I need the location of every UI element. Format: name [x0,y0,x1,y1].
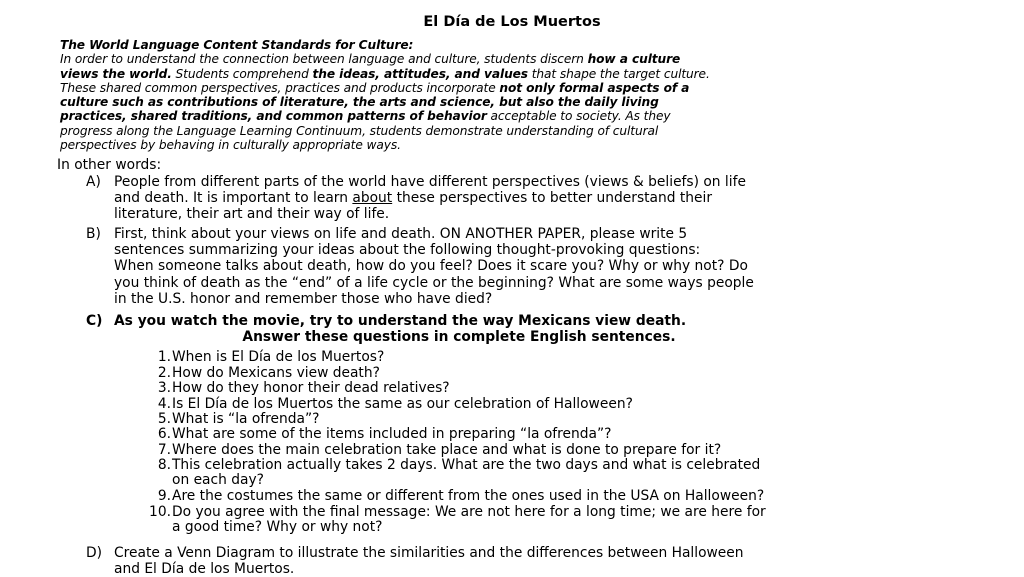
item-label: B) [86,226,101,242]
standards-line: perspectives by behaving in culturally appropriate ways. [60,138,401,153]
standards-line: In order to understand the connection between language and culture, students discern how a culture [60,52,681,67]
item-label: C) [86,313,103,329]
standards-line: practices, shared traditions, and common patterns of behavior acceptable to society. As they [60,109,671,124]
item-text: People from different parts of the world have different perspectives (views & beliefs) on life and death. It is important to learn about these perspectives to better understand their literature, their art and their way of life. [114,174,746,223]
item-label: A) [86,174,101,190]
standards-line: culture such as contributions of literature, the arts and science, but also the daily living [60,95,659,110]
item-text: As you watch the movie, try to understand the way Mexicans view death. Answer these questions in complete English sentences. [114,313,687,346]
document-page: El Día de Los Muertos The World Language Content Standards for Culture: In order to understand the connection between language and culture, students discern how a culture views the world. Students comprehend the ideas, attitudes, and values that shape the target culture. These shared common perspectives, practices and products incorporate not only formal aspects of a culture such as contributions of literature, the arts and science, but also the daily living practices, shared traditions, and common patterns of behavior acceptable to society. As they progress along the Language Learning Continuum, students demonstrate understanding of cultural perspectives by behaving in culturally appropriate ways. In other words: A) People from different parts of the world have different perspectives (views & beliefs) on life and death. It is important to learn about these perspectives to better understand their literature, their art and their way of life. B) First, think about your views on life and death. ON ANOTHER PAPER, please write 5 sentences summarizing your ideas about the following thought-provoking questions: When someone talks about death, how do you feel? Does it scare you? Why or why not? Do you think of death as the “end” of a life cycle or the beginning? What are some ways people in the U.S. honor and remember those who have died? C) As you watch the movie, try to understand the way Mexicans view death. Answer these questions in complete English sentences. 1. When is El Día de los Muertos? 2. How do Mexicans view death? 3. How do they honor their dead relatives? 4. Is El Día de los Muertos the same as our celebration of Halloween? 5. What is “la ofrenda”? 6. What are some of the items included in preparing “la ofrenda”? 7. Where does the main celebration take place and what is done to prepare for it? 8. This celebration actually takes 2 days. What are the two days and what is celebrated on each day? 9. Are the costumes the same or different from the ones used in the USA on Halloween? 10. Do you agree with the final message: We are not here for a long time; we are here for a good time? Why or why not? D) Create a Venn Diagram to illustrate the similarities and the differences between Halloween and El Día de los Muertos. [0,0,1024,576]
culture-standards-paragraph [60,38,940,152]
page-title: El Día de Los Muertos [423,14,601,30]
item-text: First, think about your views on life and death. ON ANOTHER PAPER, please write 5 sentences summarizing your ideas about the following thought-provoking questions: When someone talks about death, how do you feel? Does it scare you? Why or why not? Do you think of death as the “end” of a life cycle or the beginning? What are some ways people in the U.S. honor and remember those who have died? [114,226,754,307]
item-label: D) [86,545,103,561]
standards-line: progress along the Language Learning Continuum, students demonstrate understanding of cultural [60,123,659,138]
standards-line: These shared common perspectives, practices and products incorporate not only formal aspects of a [60,80,690,95]
in-other-words-label: In other words: [57,157,162,173]
item-text: Create a Venn Diagram to illustrate the similarities and the differences between Halloween and El Día de los Muertos. [114,545,744,577]
standards-heading: The World Language Content Standards for Culture: [60,38,414,52]
standards-line: views the world. Students comprehend the ideas, attitudes, and values that shape the target culture. [60,66,710,81]
